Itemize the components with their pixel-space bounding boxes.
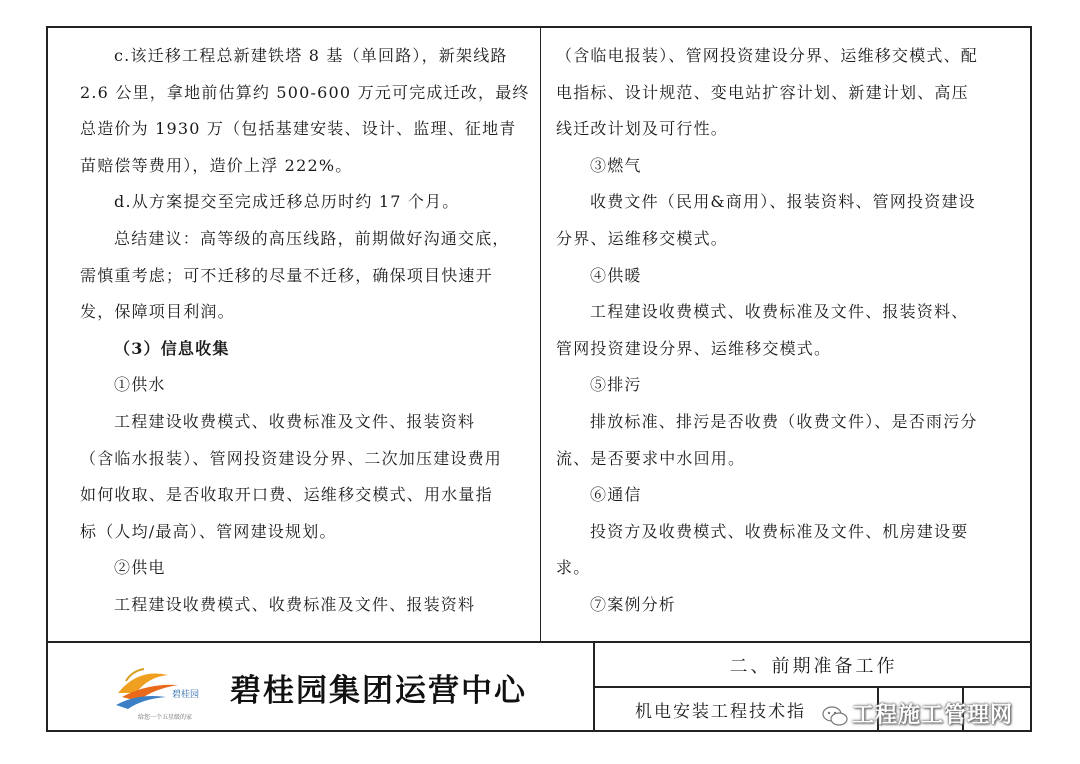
text-line: 工程建设收费模式、收费标准及文件、报装资料 (114, 594, 476, 614)
text-line: 2.6 公里，拿地前估算约 500-600 万元可完成迁改，最终 (80, 82, 530, 102)
svg-text:碧桂园: 碧桂园 (172, 690, 200, 700)
wechat-icon (822, 705, 848, 727)
text-line: （含临电报装）、管网投资建设分界、运维移交模式、配 (556, 46, 979, 65)
item-heading: ④供暖 (590, 265, 642, 285)
text-line: 工程建设收费模式、收费标准及文件、报装资料 (114, 411, 476, 431)
text-line: 苗赔偿等费用），造价上浮 222%。 (80, 155, 353, 175)
text-line: 发，保障项目利润。 (80, 302, 235, 322)
text-line: 线迁改计划及可行性。 (556, 119, 729, 139)
svg-text:给您一个五星级的家: 给您一个五星级的家 (138, 714, 193, 721)
text-line: 求。 (556, 558, 591, 578)
company-name: 碧桂园集团运营中心 (230, 673, 527, 709)
item-heading: ⑤排污 (590, 375, 642, 395)
item-heading: ①供水 (114, 375, 166, 395)
watermark (822, 698, 1013, 729)
text-line: 总结建议：高等级的高压线路，前期做好沟通交底， (114, 228, 510, 248)
text-line: 需慎重考虑；可不迁移的尽量不迁移，确保项目快速开 (80, 265, 493, 285)
section-title: 二、前期准备工作 (729, 656, 898, 677)
text-line: 工程建设收费模式、收费标准及文件、报装资料、 (590, 302, 969, 322)
left-column (80, 38, 532, 624)
right-column (556, 38, 1014, 624)
item-heading: ②供电 (114, 558, 166, 578)
text-line: （含临水报装）、管网投资建设分界、二次加压建设费用 (80, 448, 503, 468)
document-title: 机电安装工程技术指 (635, 702, 806, 722)
text-line: 标（人均/最高）、管网建设规划。 (80, 521, 337, 541)
footer-brand (48, 643, 593, 730)
text-line: 投资方及收费模式、收费标准及文件、机房建设要 (590, 521, 969, 541)
company-logo-icon (108, 663, 218, 723)
text-line: 收费文件（民用&商用）、报装资料、管网投资建设 (590, 192, 976, 212)
column-divider (540, 26, 541, 642)
watermark-text: 工程施工管理网 (852, 703, 1014, 728)
text-line: 电指标、设计规范、变电站扩容计划、新建计划、高压 (556, 82, 969, 102)
item-heading: ③燃气 (590, 155, 642, 175)
item-heading: ⑥通信 (590, 485, 642, 505)
text-line: 排放标准、排污是否收费（收费文件）、是否雨污分 (590, 411, 978, 431)
text-line: 如何收取、是否收取开口费、运维移交模式、用水量指 (80, 485, 493, 505)
item-heading: ⑦案例分析 (590, 594, 677, 614)
text-line: 总造价为 1930 万（包括基建安装、设计、监理、征地青 (80, 119, 517, 139)
text-line: c.该迁移工程总新建铁塔 8 基（单回路），新架线路 (114, 46, 508, 65)
text-line: 分界、运维移交模式。 (556, 228, 729, 248)
text-line: 管网投资建设分界、运维移交模式。 (556, 338, 832, 358)
section-heading: （3）信息收集 (114, 338, 230, 358)
text-line: d.从方案提交至完成迁移总历时约 17 个月。 (114, 192, 460, 212)
section-title-cell (595, 643, 1032, 688)
text-line: 流、是否要求中水回用。 (556, 448, 746, 468)
